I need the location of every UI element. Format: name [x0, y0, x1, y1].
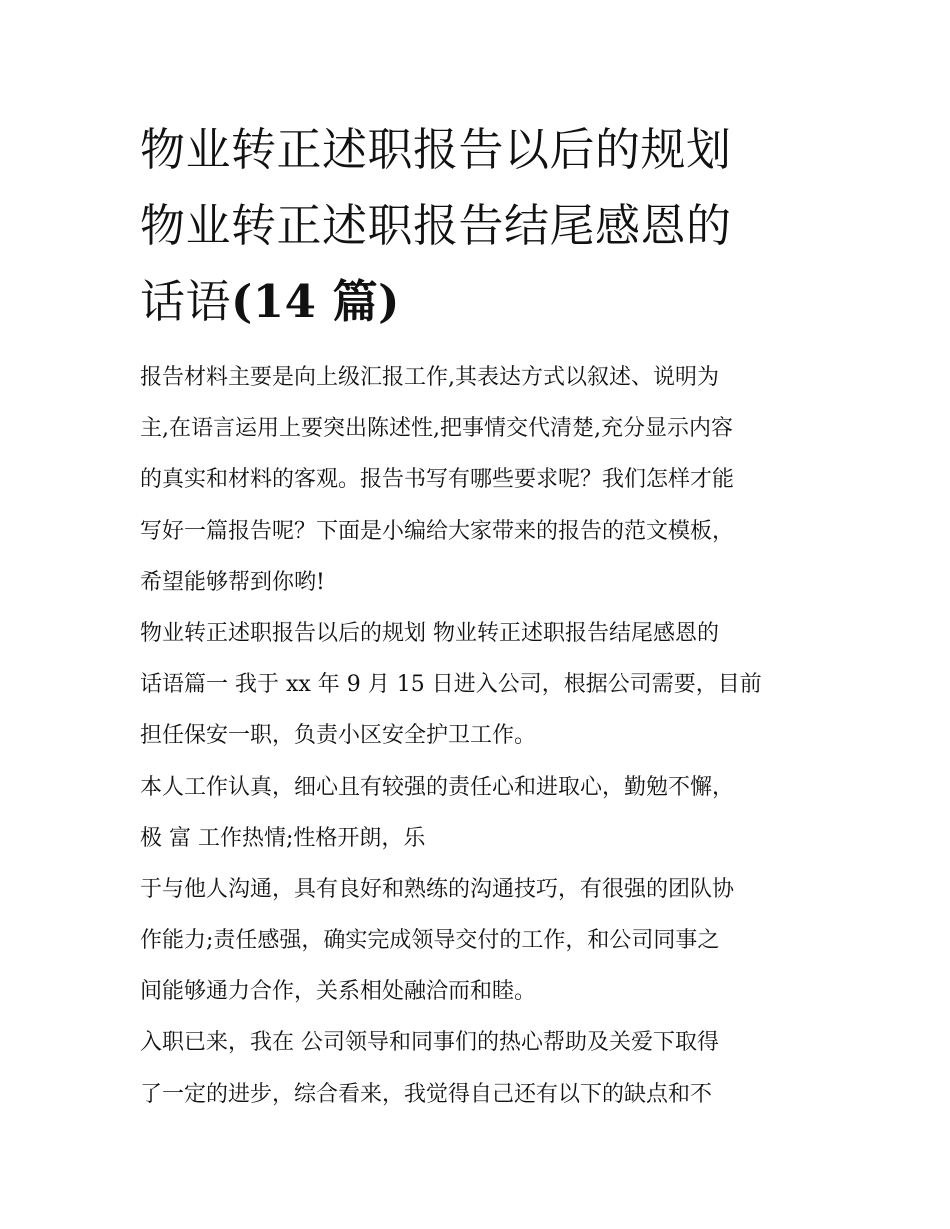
- title-line: 物业转正述职报告以后的规划: [140, 123, 732, 176]
- title-line-text: 话语: [140, 275, 232, 328]
- paragraph-progress: [140, 1017, 820, 1119]
- text-line: 入职已来，我在 公司领导和同事们的热心帮助及关爱下取得: [140, 1030, 719, 1056]
- text-line: 于与他人沟通，具有良好和熟练的沟通技巧，有很强的团队协: [140, 876, 735, 902]
- document-body: [140, 352, 820, 1120]
- text-line: 担任保安一职，负责小区安全护卫工作。: [140, 723, 537, 749]
- text-line: 间能够通力合作，关系相处融洽而和睦。: [140, 979, 537, 1005]
- text-line: 主,在语言运用上要突出陈述性,把事情交代清楚,充分显示内容: [140, 416, 733, 442]
- paragraph-communication: [140, 864, 820, 1018]
- title-line: 物业转正述职报告结尾感恩的: [140, 199, 732, 252]
- text-line: 的真实和材料的客观。报告书写有哪些要求呢？我们怎样才能: [140, 467, 735, 493]
- text-line: 希望能够帮到你哟!: [140, 569, 325, 595]
- title-count: (14 篇): [231, 275, 400, 328]
- text-line: 物业转正述职报告以后的规划 物业转正述职报告结尾感恩的: [140, 620, 719, 646]
- text-line: 作能力;责任感强，确实完成领导交付的工作，和公司同事之: [140, 928, 720, 954]
- paragraph-intro: [140, 352, 820, 608]
- text-line: 极 富 工作热情;性格开朗，乐: [140, 825, 426, 851]
- text-line: 写好一篇报告呢？下面是小编给大家带来的报告的范文模板，: [140, 518, 735, 544]
- text-line: 了一定的进步，综合看来，我觉得自己还有以下的缺点和不: [140, 1081, 713, 1107]
- paragraph-personal-qualities: [140, 762, 820, 864]
- paragraph-section-one: [140, 608, 820, 762]
- title-line: [140, 264, 820, 340]
- text-line: 话语篇一 我于 xx 年 9 月 15 日进入公司，根据公司需要，目前: [140, 672, 762, 698]
- text-line: 报告材料主要是向上级汇报工作,其表达方式以叙述、说明为: [140, 365, 719, 390]
- text-line: 本人工作认真，细心且有较强的责任心和进取心，勤勉不懈，: [140, 774, 735, 800]
- document-title: [140, 112, 820, 340]
